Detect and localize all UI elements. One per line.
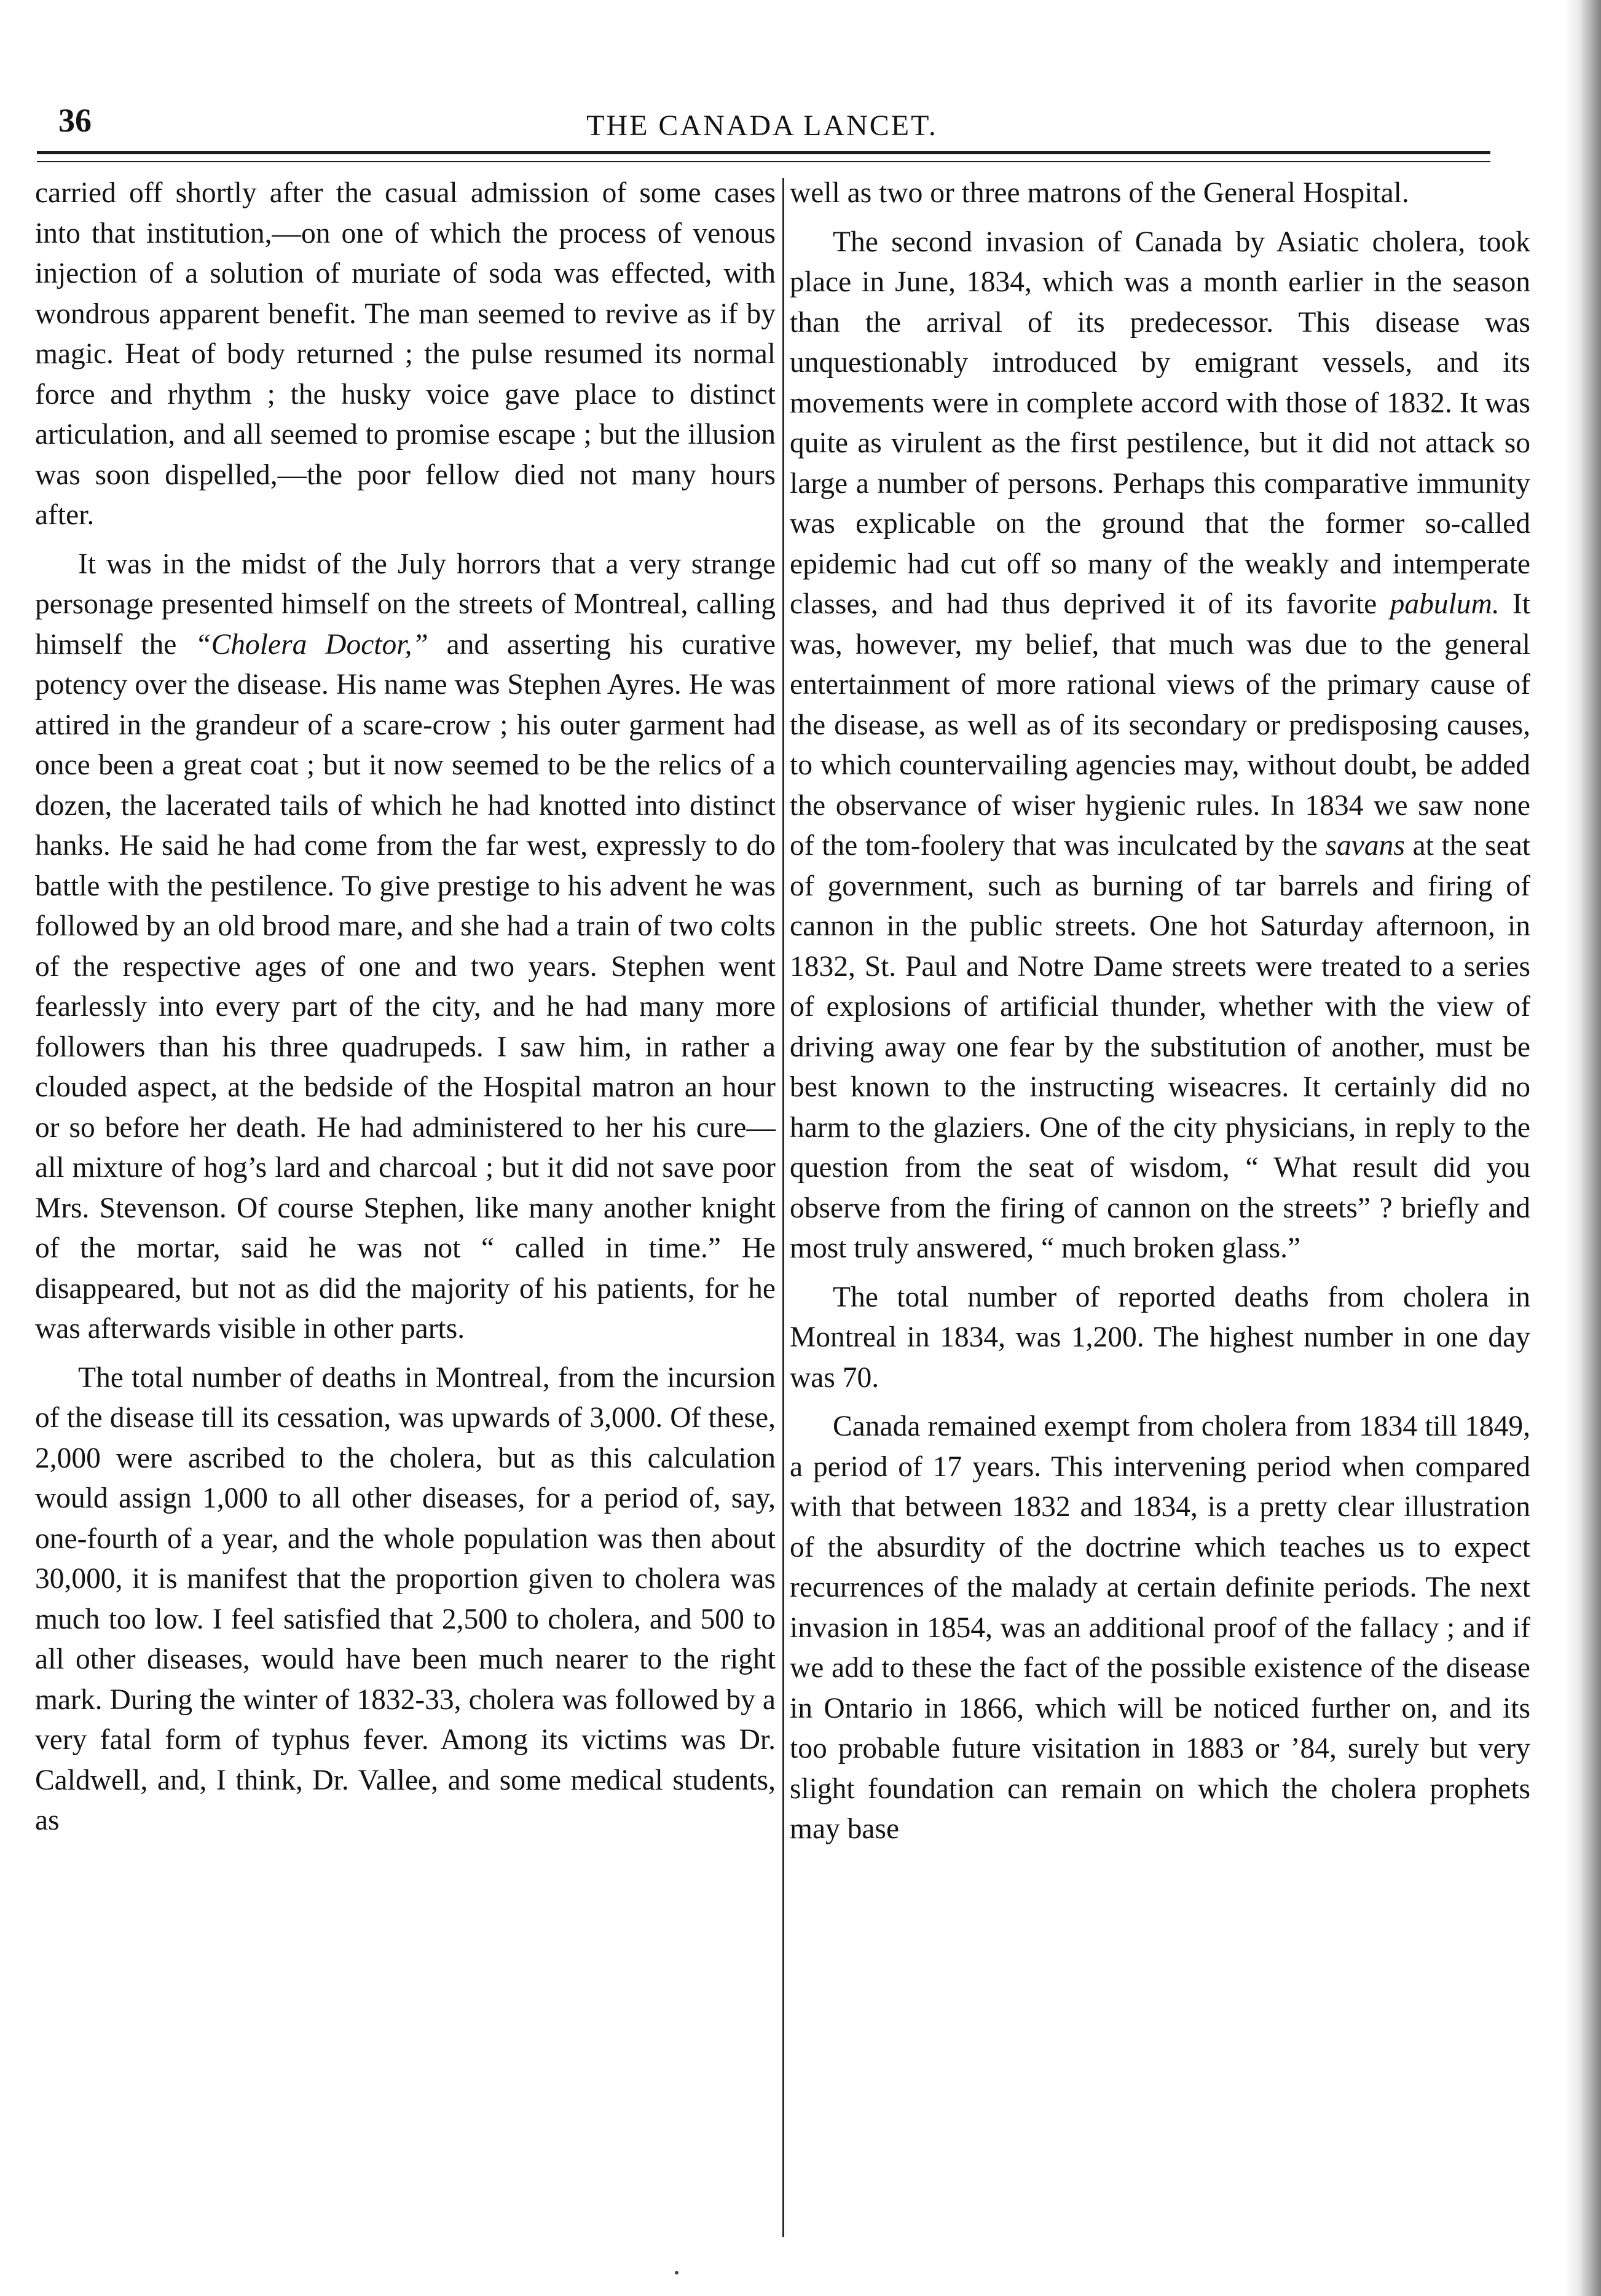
page-edge-shadow [1564, 0, 1601, 2296]
text-run: at the seat of government, such as burning of tar barrels and firing of cannon in the public streets. One hot Saturday afternoon, in 1832, St. Paul and Notre Dame streets were treated to a series of explosions of artificial thunder, whether with the view of driving away one fear by the substitution of another, must be best known to the instructing wiseacres. It certainly did no harm to the glaziers. One of the city physicians, in reply to the question from the seat of wisdom, “ What result did you observe from the firing of cannon on the streets” ? briefly and most truly answered, “ much broken glass.” [790, 830, 1530, 1264]
page-header [58, 101, 1466, 157]
left-column [35, 173, 776, 1850]
column-divider [782, 178, 784, 2237]
running-head: THE CANADA LANCET. [586, 109, 938, 142]
header-rule-thin [37, 161, 1490, 162]
text-run: It was in the midst of the July horrors that a very strange personage presented himself on the streets of Montreal, calling himself the [35, 548, 776, 661]
italic-term: pabulum. [1390, 588, 1500, 620]
paragraph: The total number of deaths in Montreal, from the incursion of the disease till its cessation, was upwards of 3,000. Of these, 2,000 were ascribed to the cholera, but as this calculation would assign 1,000 to all other diseases, for a period of, say, one-fourth of a year, and the whole population was then about 30,000, it is manifest that the proportion given to cholera was much too low. I feel satisfied that 2,500 to cholera, and 500 to all other diseases, would have been much nearer to the right mark. During the winter of 1832-33, cholera was followed by a very fatal form of typhus fever. Among its victims was Dr. Caldwell, and, I think, Dr. Vallee, and some medical students, as [35, 1361, 776, 1836]
paragraph [35, 545, 776, 1350]
italic-term: savans [1325, 830, 1405, 862]
paragraph: Canada remained exempt from cholera from 1834 till 1849, a period of 17 years. This intervening period when compared with that between 1832 and 1834, is a pretty clear illustration of the absurdity of the doctrine which teaches us to expect recurrences of the malady at certain definite periods. The next invasion in 1854, was an additional proof of the fallacy ; and if we add to these the fact of the possible existence of the disease in Ontario in 1866, which will be noticed further on, and its too probable future visitation in 1883 or ’84, surely but very slight foundation can remain on which the cholera prophets may base [790, 1410, 1530, 1845]
right-column [790, 173, 1530, 1858]
text-run: It was, however, my belief, that much was due to the general entertainment of more rational views of the primary cause of the disease, as well as of its secondary or predisposing causes, to which countervailing agencies may, without doubt, be added the observance of wiser hygienic rules. In 1834 we saw none of the tom-foolery that was inculcated by the [790, 588, 1531, 862]
paragraph: well as two or three matrons of the General Hospital. [790, 177, 1409, 209]
page-number: 36 [58, 102, 92, 139]
italic-term: “Cholera Doctor,” [195, 628, 428, 661]
header-rule-thick [37, 151, 1490, 154]
paragraph: The total number of reported deaths from cholera in Montreal in 1834, was 1,200. The highest number in one day was 70. [790, 1281, 1530, 1394]
text-run: and asserting his curative potency over the disease. His name was Stephen Ayres. He was attired in the grandeur of a scare-crow ; his outer garment had once been a great coat ; but it now seemed to be the relics of a dozen, the lacerated tails of which he had knotted into distinct hanks. He said he had come from the far west, expressly to do battle with the pestilence. To give prestige to his advent he was followed by an old brood mare, and she had a train of two colts of the respective ages of one and two years. Stephen went fearlessly into every part of the city, and he had many more followers than his three quadrupeds. I saw him, in rather a clouded aspect, at the bedside of the Hospital matron an hour or so before her death. He had administered to her his cure—all mixture of hog’s lard and charcoal ; but it did not save poor Mrs. Stevenson. Of course Stephen, like many another knight of the mortar, said he was not “ called in time.” He disappeared, but not as did the majority of his patients, for he was afterwards visible in other parts. [35, 628, 776, 1345]
paragraph [790, 222, 1530, 1269]
text-run: The second invasion of Canada by Asiatic cholera, took place in June, 1834, which was a month earlier in the season than the arrival of its predecessor. This disease was unquestionably introduced by emigrant vessels, and its movements were in complete accord with those of 1832. It was quite as virulent as the first pestilence, but it did not attack so large a number of persons. Perhaps this comparative immunity was explicable on the ground that the former so-called epidemic had cut off so many of the weakly and intemperate classes, and had thus deprived it of its favorite [790, 226, 1530, 620]
paragraph: carried off shortly after the casual admission of some cases into that institution,—on one of which the process of venous injection of a solution of muriate of soda was effected, with wondrous apparent benefit. The man seemed to revive as if by magic. Heat of body returned ; the pulse resumed its normal force and rhythm ; the husky voice gave place to distinct articulation, and all seemed to promise escape ; but the illusion was soon dispelled,—the poor fellow died not many hours after. [35, 177, 776, 531]
ink-speck [675, 2271, 679, 2274]
